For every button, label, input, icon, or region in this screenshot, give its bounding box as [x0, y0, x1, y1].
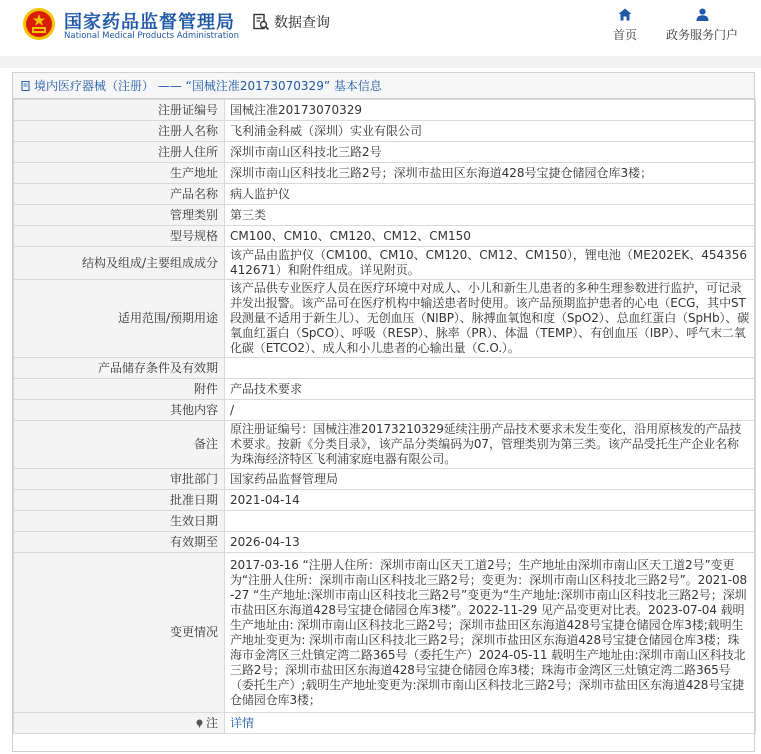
nav-service-portal[interactable] — [662, 8, 742, 43]
panel-title — [13, 73, 754, 99]
row-label: 结构及组成/主要组成成分 — [14, 247, 225, 280]
row-value — [225, 511, 756, 532]
row-value: 2021-04-14 — [225, 490, 756, 511]
home-icon — [618, 8, 632, 21]
row-label: 附件 — [14, 379, 225, 400]
row-value: 2017-03-16 “注册人住所：深圳市南山区天工道2号；生产地址由深圳市南山区天工道2号”变更为“注册人住所：深圳市南山区科技北三路2号；变更为：深圳市南山区科技北三路2号”。2021-08-27 “生产地址:深圳市南山区科技北三路2号”变更为“生产地址:深圳市南山区科技北三路2号；深圳市盐田区东海道428号宝捷仓储园仓库3楼”。2022-11-29 见产品变更对比表。2023-07-04 载明生产地址由: 深圳市南山区科技北三路2号；深圳市盐田区东海道428号宝捷仓储园仓库3楼;载明生产地址变更为: 深圳市南山区科技北三路2号；深圳市盐田区东海道428号宝捷仓储园仓库3楼；珠海市金湾区三灶镇定湾二路365号（委托生产）2024-05-11 载明生产地址由:深圳市南山区科技北三路2号；深圳市盐田区东海道428号宝捷仓储园仓库3楼；珠海市金湾区三灶镇定湾二路365号（委托生产）;载明生产地址变更为:深圳市南山区科技北三路2号；深圳市盐田区东海道428号宝捷仓储园仓库3楼； — [225, 553, 756, 713]
row-label: 审批部门 — [14, 469, 225, 490]
row-label: 其他内容 — [14, 400, 225, 421]
row-value: 病人监护仪 — [225, 184, 756, 205]
table-row — [14, 280, 756, 358]
national-emblem-icon — [22, 7, 56, 41]
table-row — [14, 358, 756, 379]
row-value: 深圳市南山区科技北三路2号 — [225, 142, 756, 163]
row-value: 原注册证编号：国械注准20173210329延续注册产品技术要求未发生变化，沿用原核发的产品技术要求。按新《分类目录》，该产品分类编码为07，管理类别为第三类。该产品受托生产企业名称为珠海经济特区飞利浦家庭电器有限公司。 — [225, 421, 756, 469]
details-link[interactable]: 详情 — [230, 715, 255, 730]
table-row — [14, 490, 756, 511]
nav-home[interactable] — [610, 8, 640, 43]
row-label: 批准日期 — [14, 490, 225, 511]
row-label: 注册证编号 — [14, 100, 225, 121]
row-label: 适用范围/预期用途 — [14, 280, 225, 358]
table-row — [14, 379, 756, 400]
table-row — [14, 553, 756, 713]
row-label: 注册人住所 — [14, 142, 225, 163]
row-value: 2026-04-13 — [225, 532, 756, 553]
data-query-label: 数据查询 — [274, 15, 330, 31]
row-value: 国家药品监督管理局 — [225, 469, 756, 490]
registration-info-panel — [12, 72, 755, 752]
brand-name-en: National Medical Products Administration — [64, 31, 239, 41]
table-row — [14, 121, 756, 142]
row-value: 飞利浦金科威（深圳）实业有限公司 — [225, 121, 756, 142]
row-label: 产品名称 — [14, 184, 225, 205]
pin-icon — [195, 719, 204, 728]
nav-service-portal-label: 政务服务门户 — [665, 28, 738, 42]
document-search-icon — [252, 13, 270, 31]
table-row — [14, 400, 756, 421]
table-row — [14, 247, 756, 280]
row-label: 产品储存条件及有效期 — [14, 358, 225, 379]
table-row — [14, 713, 756, 734]
table-row — [14, 532, 756, 553]
table-row — [14, 142, 756, 163]
table-row — [14, 184, 756, 205]
table-row — [14, 100, 756, 121]
row-value: 深圳市南山区科技北三路2号；深圳市盐田区东海道428号宝捷仓储园仓库3楼； — [225, 163, 756, 184]
row-value: CM100、CM10、CM120、CM12、CM150 — [225, 226, 756, 247]
row-value: 第三类 — [225, 205, 756, 226]
row-value: / — [225, 400, 756, 421]
brand-name-cn[interactable]: 国家药品监督管理局 — [64, 12, 235, 33]
panel-title-text: 境内医疗器械（注册） —— “国械注准20173070329” 基本信息 — [34, 79, 382, 93]
note-label-cell — [14, 713, 225, 734]
row-value: 产品技术要求 — [225, 379, 756, 400]
row-value: 该产品由监护仪（CM100、CM10、CM120、CM12、CM150），锂电池（ME202EK、454356412671）和附件组成。详见附页。 — [225, 247, 756, 280]
document-icon — [21, 81, 31, 91]
nav-home-label: 首页 — [612, 28, 637, 42]
row-label: 有效期至 — [14, 532, 225, 553]
row-value: 该产品供专业医疗人员在医疗环境中对成人、小儿和新生儿患者的多种生理参数进行监护，可记录并发出报警。该产品可在医疗机构中输送患者时使用。该产品预期监护患者的心电（ECG，其中ST 段测量不适用于新生儿）、无创血压（NIBP）、脉搏血氧饱和度（SpO2）、总血红蛋白（SpHb）、碳氧血红蛋白（SpCO）、呼吸（RESP）、脉率（PR）、体温（TEMP）、有创血压（IBP）、呼气末二氧化碳（ETCO2）、成人和小儿患者的心输出量（C.O.）。 — [225, 280, 756, 358]
user-icon — [696, 8, 709, 21]
row-label: 型号规格 — [14, 226, 225, 247]
table-row — [14, 511, 756, 532]
row-label: 生效日期 — [14, 511, 225, 532]
row-label: 变更情况 — [14, 553, 225, 713]
table-row — [14, 226, 756, 247]
table-row — [14, 163, 756, 184]
registration-info-table — [13, 99, 756, 734]
table-row — [14, 421, 756, 469]
table-row — [14, 469, 756, 490]
row-label: 备注 — [14, 421, 225, 469]
row-value: 国械注准20173070329 — [225, 100, 756, 121]
data-query-link[interactable] — [252, 12, 330, 32]
row-label: 生产地址 — [14, 163, 225, 184]
row-label: 管理类别 — [14, 205, 225, 226]
row-value — [225, 358, 756, 379]
note-value — [225, 713, 756, 734]
table-row — [14, 205, 756, 226]
note-label: 注 — [205, 715, 218, 730]
site-header — [0, 0, 761, 56]
row-label: 注册人名称 — [14, 121, 225, 142]
header-divider — [0, 56, 761, 68]
